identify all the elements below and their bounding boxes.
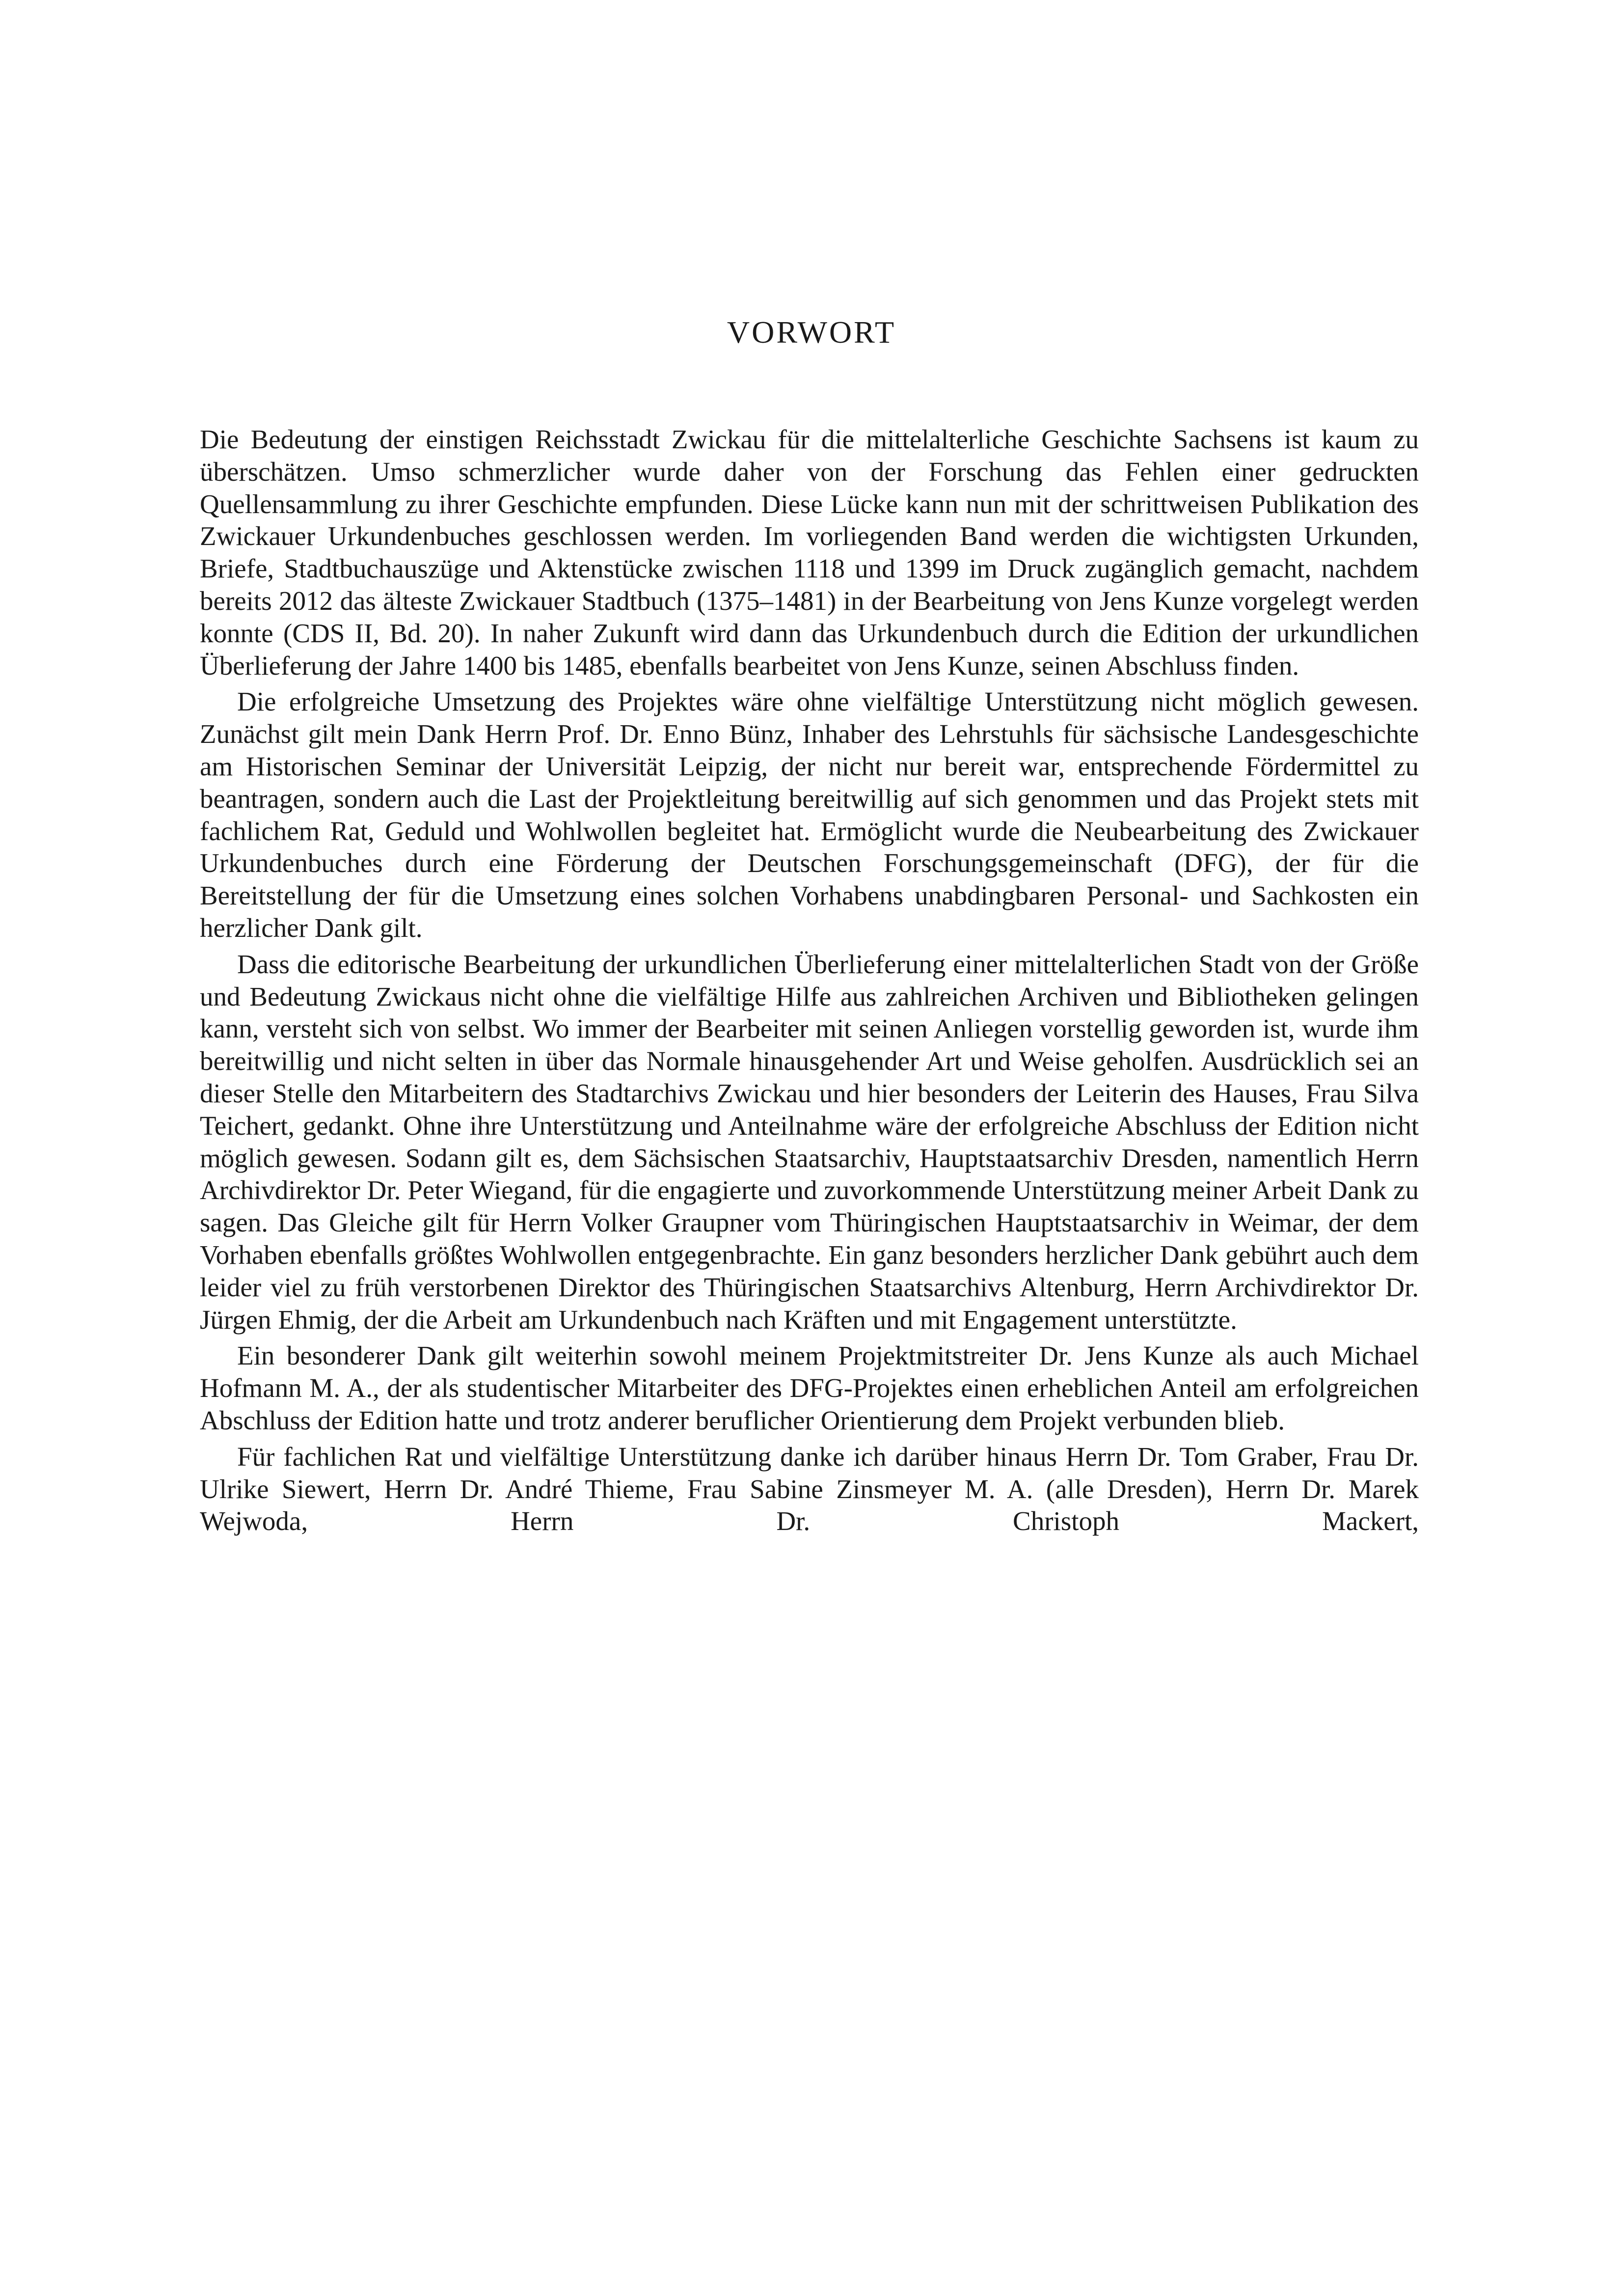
body-text (200, 423, 1419, 1537)
paragraph-3: Dass die editorische Bearbeitung der urkundlichen Überlieferung einer mittelalterlichen Stadt von der Größe und Bedeutung Zwickaus nicht ohne die vielfältige Hilfe aus zahlreichen Archiven und Bibliotheken gelingen kann, versteht sich von selbst. Wo immer der Bearbeiter mit seinen Anliegen vorstellig geworden ist, wurde ihm bereitwillig und nicht selten in über das Normale hinausgehender Art und Weise geholfen. Ausdrücklich sei an dieser Stelle den Mitarbeitern des Stadtarchivs Zwickau und hier besonders der Leiterin des Hauses, Frau Silva Teichert, gedankt. Ohne ihre Unterstützung und Anteilnahme wäre der erfolgreiche Abschluss der Edition nicht möglich gewesen. Sodann gilt es, dem Sächsischen Staatsarchiv, Hauptstaatsarchiv Dresden, namentlich Herrn Archivdirektor Dr. Peter Wiegand, für die engagierte und zuvorkommende Unterstützung meiner Arbeit Dank zu sagen. Das Gleiche gilt für Herrn Volker Graupner vom Thüringischen Hauptstaatsarchiv in Weimar, der dem Vorhaben ebenfalls größtes Wohlwollen entgegenbrachte. Ein ganz besonders herzlicher Dank gebührt auch dem leider viel zu früh verstorbenen Direktor des Thüringischen Staatsarchivs Altenburg, Herrn Archivdirektor Dr. Jürgen Ehmig, der die Arbeit am Urkundenbuch nach Kräften und mit Engagement unterstützte. (200, 949, 1419, 1335)
paragraph-1: Die Bedeutung der einstigen Reichsstadt Zwickau für die mittelalterliche Geschichte Sachsens ist kaum zu überschätzen. Umso schmerzlicher wurde daher von der Forschung das Fehlen einer gedruckten Quellensammlung zu ihrer Geschichte empfunden. Diese Lücke kann nun mit der schrittweisen Publikation des Zwickauer Urkundenbuches geschlossen werden. Im vorliegenden Band werden die wichtigsten Urkunden, Briefe, Stadtbuchauszüge und Aktenstücke zwischen 1118 und 1399 im Druck zugänglich gemacht, nachdem bereits 2012 das älteste Zwickauer Stadtbuch (1375–1481) in der Bearbeitung von Jens Kunze vorgelegt werden konnte (CDS II, Bd. 20). In naher Zukunft wird dann das Urkundenbuch durch die Edition der urkundlichen Überlieferung der Jahre 1400 bis 1485, ebenfalls bearbeitet von Jens Kunze, seinen Abschluss finden. (200, 424, 1419, 681)
paragraph-4: Ein besonderer Dank gilt weiterhin sowohl meinem Projektmitstreiter Dr. Jens Kunze als auch Michael Hofmann M. A., der als studentischer Mitarbeiter des DFG-Projektes einen erheblichen Anteil am erfolgreichen Abschluss der Edition hatte und trotz anderer beruflicher Orientierung dem Projekt verbunden blieb. (200, 1340, 1419, 1435)
paragraph-2: Die erfolgreiche Umsetzung des Projektes wäre ohne vielfältige Unterstützung nicht möglich gewesen. Zunächst gilt mein Dank Herrn Prof. Dr. Enno Bünz, Inhaber des Lehrstuhls für sächsische Landesgeschichte am Historischen Seminar der Universität Leipzig, der nicht nur bereit war, entsprechende Fördermittel zu beantragen, sondern auch die Last der Projektleitung bereitwillig auf sich genommen und das Projekt stets mit fachlichem Rat, Geduld und Wohlwollen begleitet hat. Ermöglicht wurde die Neubearbeitung des Zwickauer Urkundenbuches durch eine Förderung der Deutschen Forschungsgemeinschaft (DFG), der für die Bereitstellung der für die Umsetzung eines solchen Vorhabens unabdingbaren Personal- und Sachkosten ein herzlicher Dank gilt. (200, 686, 1419, 943)
page-title: VORWORT (727, 315, 896, 350)
paragraph-5: Für fachlichen Rat und vielfältige Unterstützung danke ich darüber hinaus Herrn Dr. Tom Graber, Frau Dr. Ulrike Siewert, Herrn Dr. André Thieme, Frau Sabine Zinsmeyer M. A. (alle Dresden), Herrn Dr. Marek Wejwoda, Herrn Dr. Christoph Mackert, (200, 1441, 1419, 1536)
